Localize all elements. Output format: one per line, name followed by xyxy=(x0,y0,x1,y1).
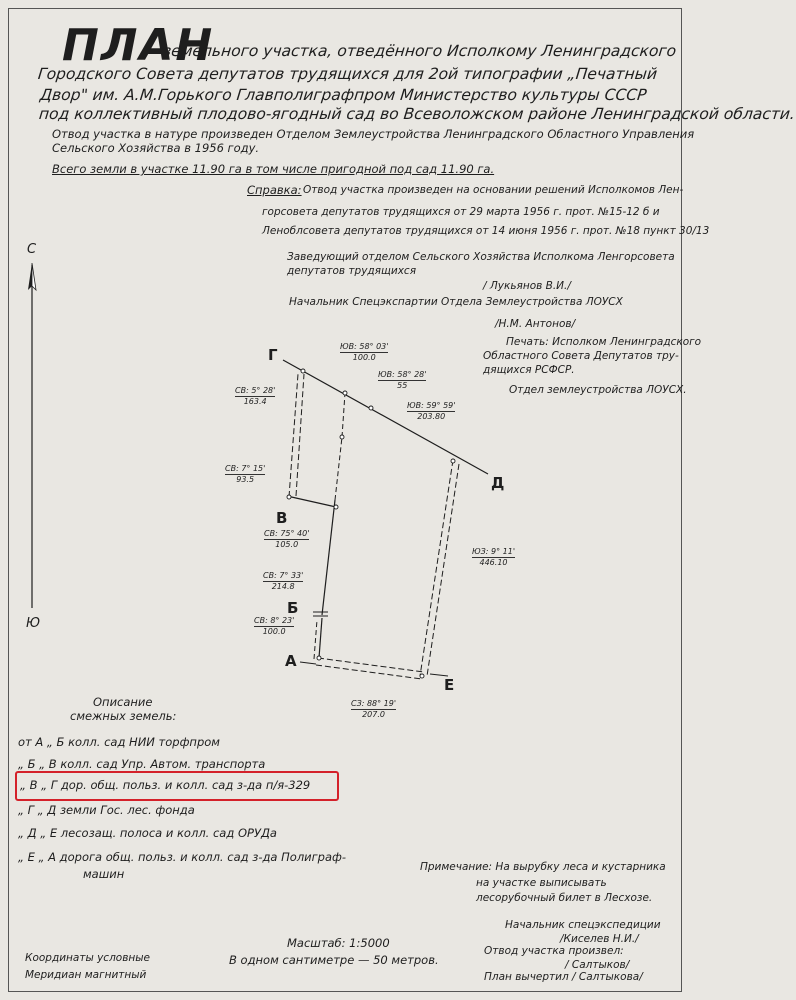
description-heading-1: Описание xyxy=(93,695,153,709)
bearing-label: СВ: 75° 40' 105.0 xyxy=(264,529,310,550)
corner-a: А xyxy=(285,652,297,670)
total-area: Всего земли в участке 11.90 га в том числе пригодной под сад 11.90 га. xyxy=(52,162,495,176)
description-item: „ Е „ А дорога общ. польз. и колл. сад з-да Полиграф- xyxy=(18,850,347,864)
boundary-d-e xyxy=(420,460,453,676)
description-item: от А „ Б колл. сад НИИ торфпром xyxy=(18,735,220,749)
footer-left-line-1: Координаты условные xyxy=(25,952,151,964)
seal-line-4: Отдел землеустройства ЛОУСХ. xyxy=(509,384,687,396)
head-title-line-2: депутатов трудящихся xyxy=(287,265,417,277)
reference-line-3: Леноблсовета депутатов трудящихся от 14 июня 1956 г. прот. №18 пункт 30/13 xyxy=(262,225,710,237)
note-line-2: на участке выписывать xyxy=(476,877,607,889)
title-line-4: под коллективный плодово-ягодный сад во Всеволожском районе Ленинградской области. xyxy=(38,105,796,123)
corner-e: Е xyxy=(444,676,455,694)
boundary-e-a xyxy=(318,658,424,672)
description-item: „ Д „ Е лесозащ. полоса и колл. сад ОРУДа xyxy=(18,826,277,840)
footer-right-line-1: Начальник спецэкспедиции xyxy=(505,919,661,931)
description-item: „ Г „ Д земли Гос. лес. фонда xyxy=(18,803,195,817)
bearing-label: СЗ: 88° 19' 207.0 xyxy=(351,699,397,720)
head-name: / Лукьянов В.И./ xyxy=(483,280,571,292)
highlight-box xyxy=(15,771,339,801)
chief-title: Начальник Спецэкспартии Отдела Землеустройства ЛОУСХ xyxy=(289,296,623,308)
seal-line-1: Печать: Исполком Ленинградского xyxy=(506,336,702,348)
bearing-label: СВ: 8° 23' 100.0 xyxy=(254,616,295,637)
footer-right-line-3: Отвод участка произвел: xyxy=(484,945,624,957)
bearing-label: ЮВ: 58° 28' 55 xyxy=(378,370,427,391)
title-line-3: Двор" им. А.М.Горького Главполиграфпром Министерство культуры СССР xyxy=(39,86,648,104)
scale-description: В одном сантиметре — 50 метров. xyxy=(229,953,439,967)
intro-line-1: Отвод участка в натуре произведен Отделом Землеустройства Ленинградского Областного Управления xyxy=(52,127,695,141)
bearing-label: ЮЗ: 9° 11' 446.10 xyxy=(472,547,516,568)
corner-v: В xyxy=(276,509,288,527)
footer-right-line-4: / Салтыков/ xyxy=(565,959,630,971)
bearing-label: СВ: 7° 33' 214.8 xyxy=(263,571,304,592)
intro-line-2: Сельского Хозяйства в 1956 году. xyxy=(52,141,260,155)
description-heading-2: смежных земель: xyxy=(70,709,177,723)
head-title-line-1: Заведующий отделом Сельского Хозяйства Исполкома Ленгорсовета xyxy=(287,251,675,263)
description-item-cont: машин xyxy=(83,867,125,881)
description-item: „ В „ Г дор. общ. польз. и колл. сад з-да п/я-329 xyxy=(20,778,311,792)
chief-name: /Н.М. Антонов/ xyxy=(495,318,576,330)
description-item: „ Б „ В колл. сад Упр. Автом. транспорта xyxy=(18,757,266,771)
bearing-label: СВ: 7° 15' 93.5 xyxy=(225,464,266,485)
reference-heading: Справка: xyxy=(247,183,302,197)
note-line-3: лесорубочный билет в Лесхозе. xyxy=(476,892,653,904)
boundary-v-g xyxy=(289,374,298,497)
compass-south-label: Ю xyxy=(26,616,41,631)
bearing-label: ЮВ: 59° 59' 203.80 xyxy=(407,401,456,422)
compass-arrow xyxy=(28,263,36,608)
title-line-2: Городского Совета депутатов трудящихся для 2ой типографии „Печатный xyxy=(37,65,659,83)
boundary-a-b xyxy=(319,618,322,658)
seal-line-2: Областного Совета Депутатов тру- xyxy=(483,350,679,362)
compass-north-label: С xyxy=(27,242,37,257)
footer-right-line-5: План вычертил / Салтыкова/ xyxy=(484,971,643,983)
reference-line-1: Отвод участка произведен на основании решений Исполкомов Лен- xyxy=(303,184,684,196)
seal-line-3: дящихся РСФСР. xyxy=(483,364,575,376)
corner-g: Г xyxy=(268,346,278,364)
title-line-1: земельного участка, отведённого Исполкому Ленинградского xyxy=(162,42,678,60)
reference-line-2: горсовета депутатов трудящихся от 29 марта 1956 г. прот. №15-12 б и xyxy=(262,206,660,218)
boundary-b-v xyxy=(322,500,335,615)
note-line-1: Примечание: На вырубку леса и кустарника xyxy=(420,861,666,873)
plan-title: ПЛАН xyxy=(62,20,215,71)
bearing-label: ЮВ: 58° 03' 100.0 xyxy=(340,342,389,363)
bearing-label: СВ: 5° 28' 163.4 xyxy=(235,386,276,407)
corner-b: Б xyxy=(287,599,299,617)
footer-left-line-2: Меридиан магнитный xyxy=(25,969,147,981)
corner-d: Д xyxy=(491,474,505,492)
scale-ratio: Масштаб: 1:5000 xyxy=(287,936,390,950)
footer-right-line-2: /Киселев Н.И./ xyxy=(560,933,639,945)
